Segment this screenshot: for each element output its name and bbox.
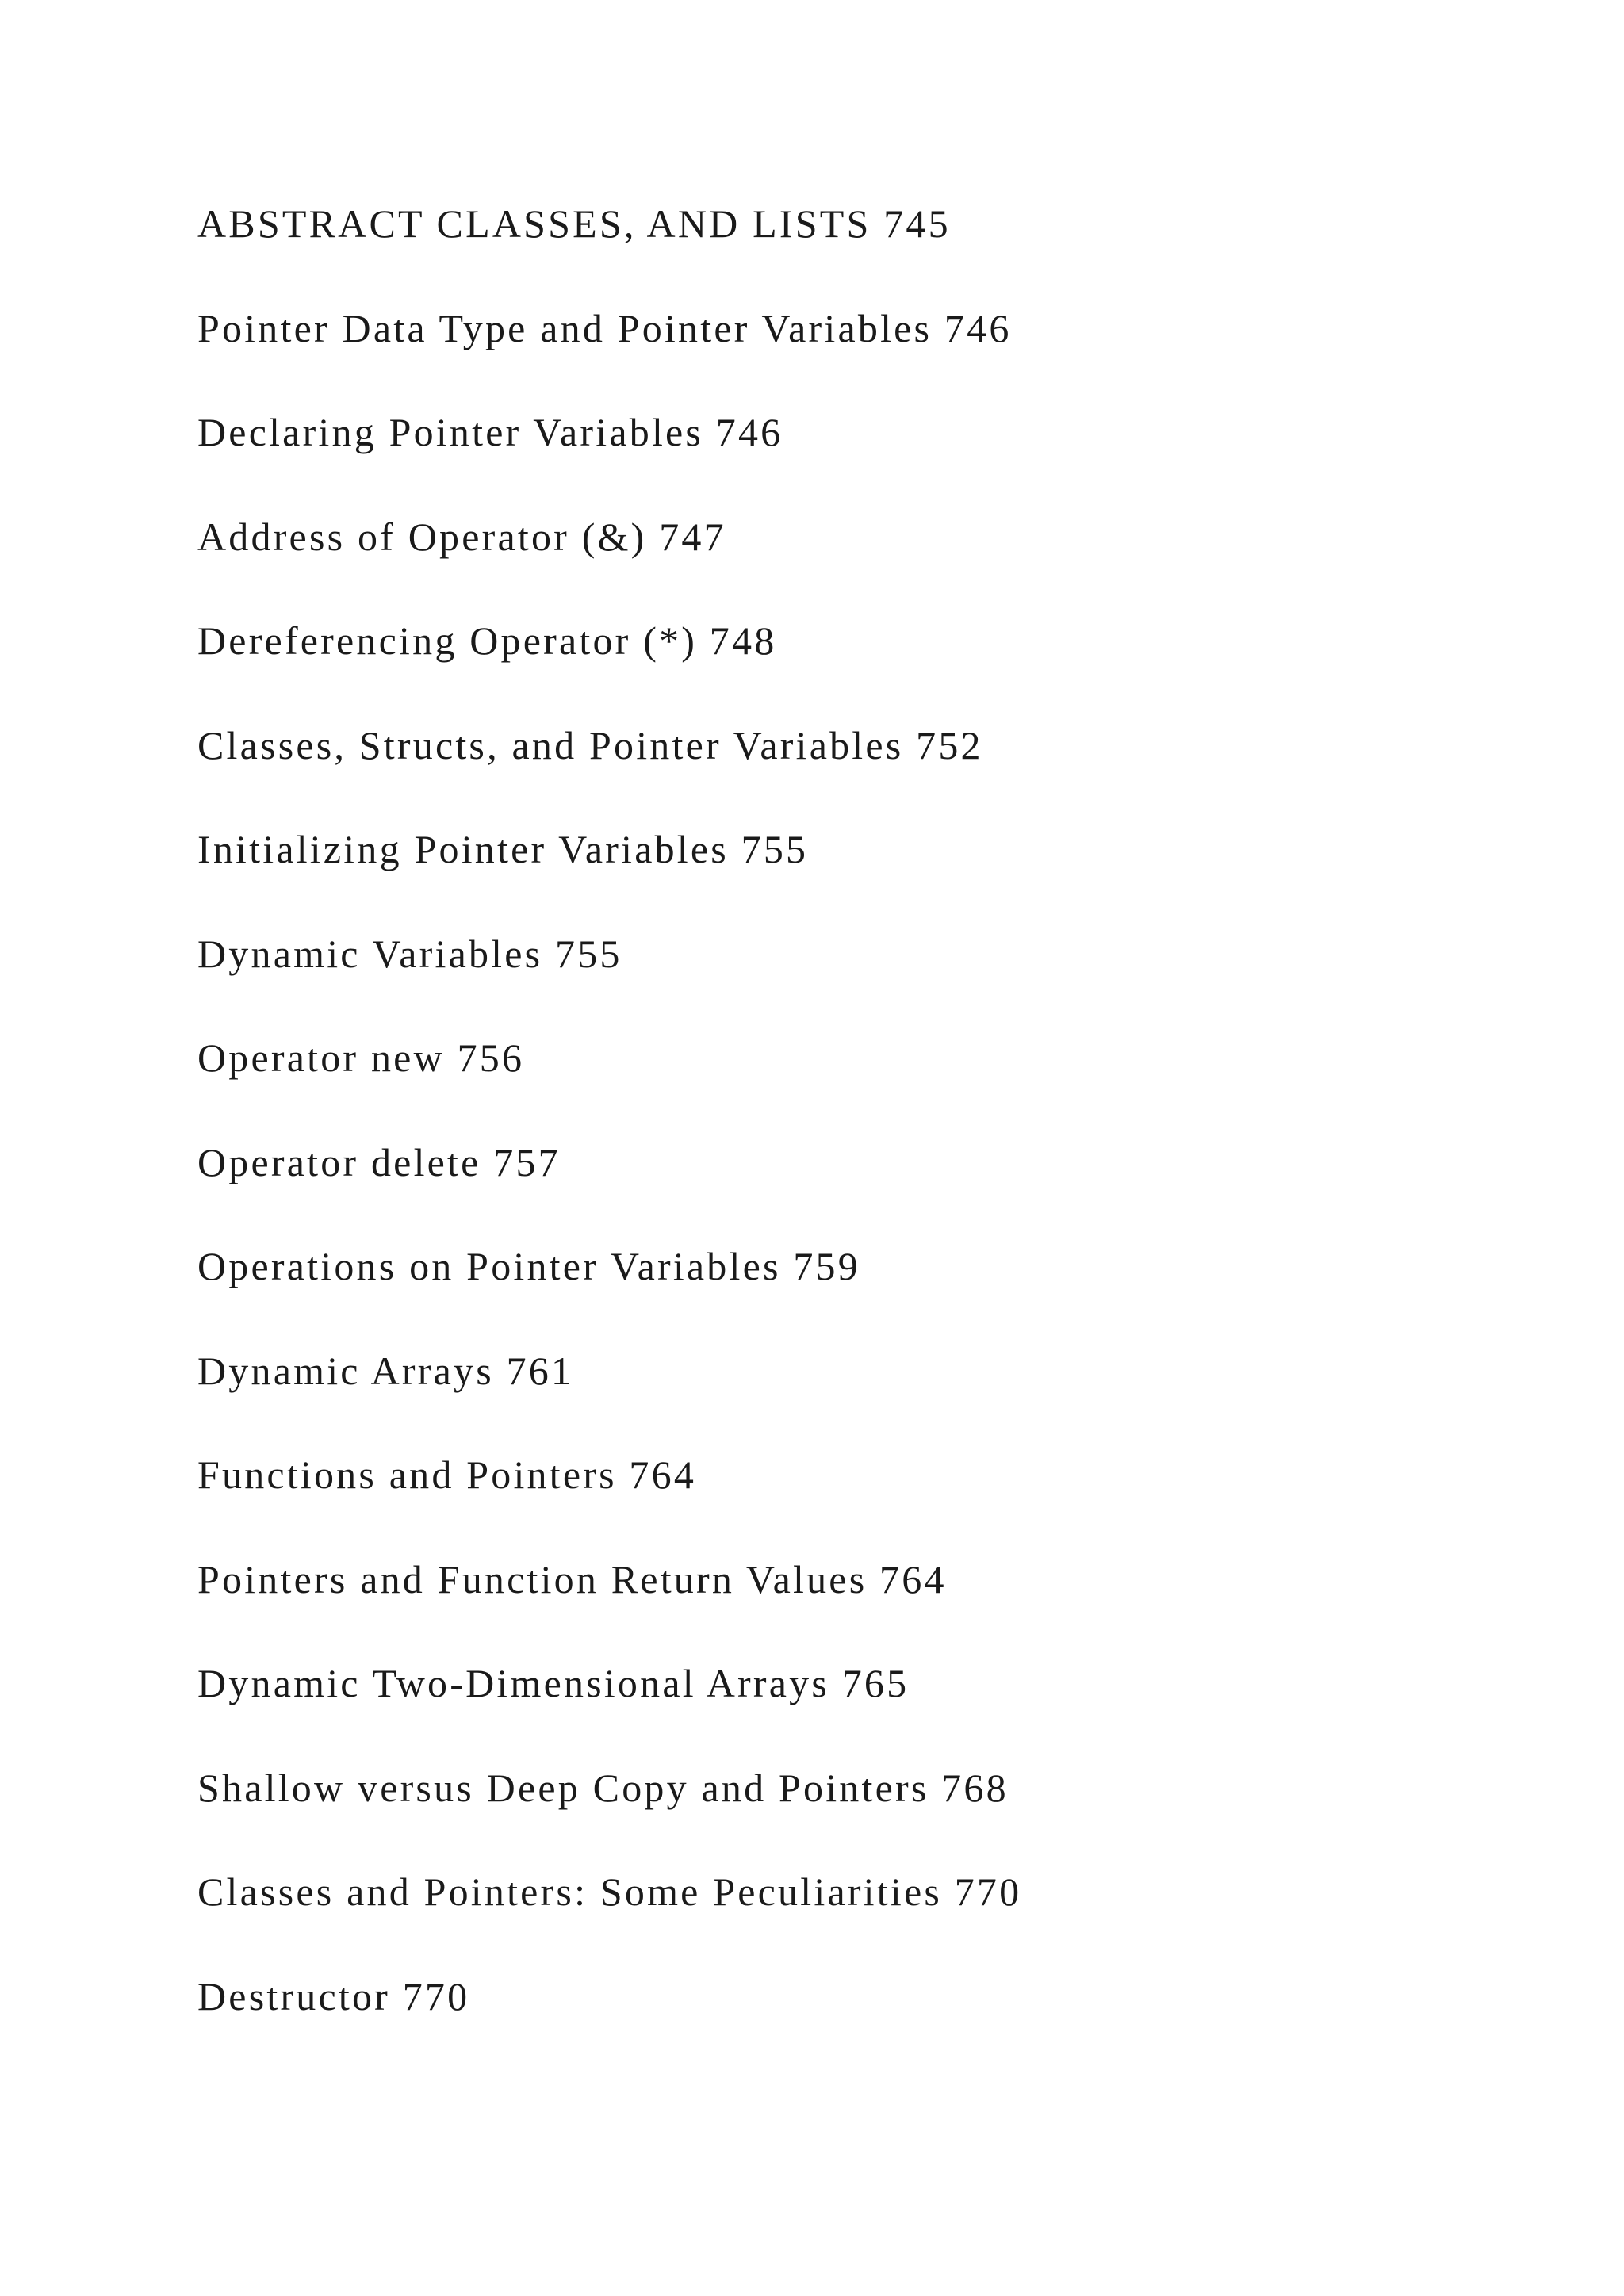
toc-entry: Destructor 770 (197, 1973, 470, 2019)
toc-entry: Functions and Pointers 764 (197, 1452, 697, 1497)
toc-entry: Dynamic Variables 755 (197, 931, 622, 976)
toc-entry: Classes, Structs, and Pointer Variables 752 (197, 722, 983, 767)
toc-entry: Declaring Pointer Variables 746 (197, 410, 783, 454)
toc-entry: Initializing Pointer Variables 755 (197, 827, 809, 871)
toc-entry: Address of Operator (&) 747 (197, 514, 726, 559)
toc-entry: Pointer Data Type and Pointer Variables 746 (197, 305, 1012, 350)
toc-entry: Operator delete 757 (197, 1139, 561, 1184)
toc-entry: Dynamic Arrays 761 (197, 1348, 574, 1393)
toc-entry: ABSTRACT CLASSES, AND LISTS 745 (197, 201, 951, 246)
toc-entry: Operator new 756 (197, 1035, 525, 1080)
toc-entry: Dynamic Two-Dimensional Arrays 765 (197, 1661, 910, 1705)
toc-entry: Dereferencing Operator (*) 748 (197, 618, 777, 663)
toc-entry: Pointers and Function Return Values 764 (197, 1556, 947, 1601)
table-of-contents (197, 186, 1021, 2062)
toc-entry: Classes and Pointers: Some Peculiarities 770 (197, 1869, 1022, 1914)
toc-entry: Shallow versus Deep Copy and Pointers 768 (197, 1765, 1009, 1810)
toc-entry: Operations on Pointer Variables 759 (197, 1244, 860, 1288)
